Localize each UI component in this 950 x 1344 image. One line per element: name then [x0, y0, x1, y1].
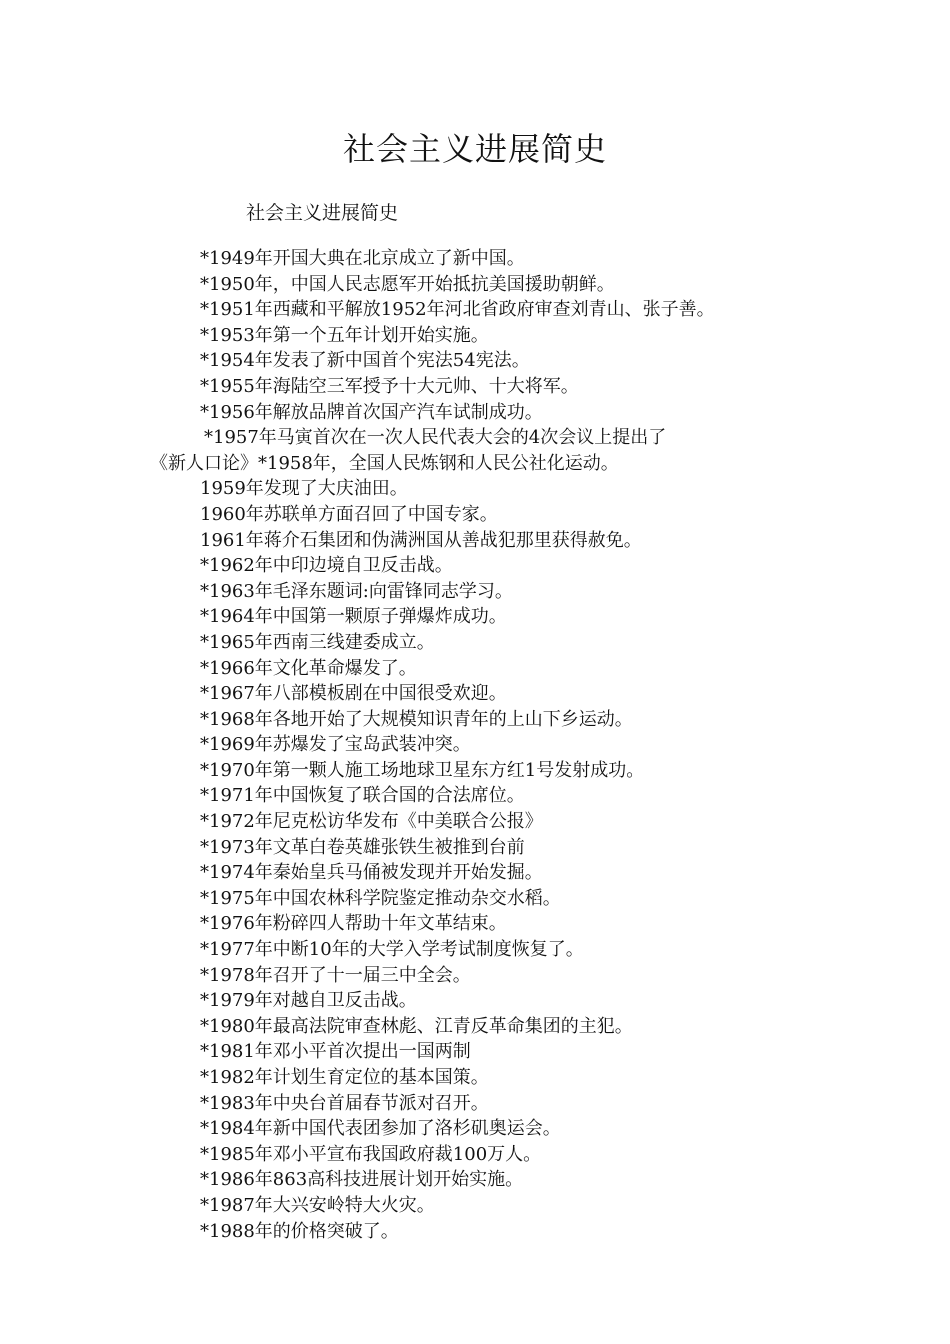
timeline-entry: *1971年中国恢复了联合国的合法席位。	[200, 785, 525, 807]
timeline-entry: *1957年马寅首次在一次人民代表大会的4次会议上提出了	[204, 427, 667, 449]
timeline-entry: *1970年第一颗人施工场地球卫星东方红1号发射成功。	[200, 759, 645, 781]
timeline-entry: *1951年西藏和平解放1952年河北省政府审查刘青山、张子善。	[200, 299, 715, 321]
timeline-entry: *1985年邓小平宣布我国政府裁100万人。	[200, 1143, 542, 1165]
timeline-entry: *1982年计划生育定位的基本国策。	[200, 1067, 489, 1088]
timeline-entry: *1987年大兴安岭特大火灾。	[200, 1194, 435, 1216]
timeline-entry: *1965年西南三线建委成立。	[200, 631, 435, 653]
timeline-entry: 1961年蒋介石集团和伪满洲国从善战犯那里获得赦免。	[200, 529, 642, 551]
timeline-entry: *1955年海陆空三军授予十大元帅、十大将军。	[200, 375, 579, 397]
timeline-entry: *1977年中断10年的大学入学考试制度恢复了。	[200, 939, 584, 961]
timeline-list	[150, 246, 830, 1244]
timeline-entry: 1960年苏联单方面召回了中国专家。	[200, 503, 498, 525]
timeline-entry: *1974年秦始皇兵马俑被发现并开始发掘。	[200, 862, 543, 884]
timeline-entry: *1972年尼克松访华发布《中美联合公报》	[200, 811, 543, 833]
timeline-entry: *1975年中国农林科学院鉴定推动杂交水稻。	[200, 887, 561, 909]
timeline-entry: 1959年发现了大庆油田。	[200, 478, 408, 500]
timeline-entry: *1979年对越自卫反击战。	[200, 990, 417, 1012]
timeline-entry: *1981年邓小平首次提出一国两制	[200, 1041, 471, 1063]
timeline-entry: *1968年各地开始了大规模知识青年的上山下乡运动。	[200, 708, 633, 730]
document-title: 社会主义进展简史	[342, 130, 607, 168]
timeline-entry: *1963年毛泽东题词:向雷锋同志学习。	[200, 580, 513, 602]
timeline-entry: *1969年苏爆发了宝岛武装冲突。	[200, 734, 471, 756]
timeline-entry: *1956年解放品牌首次国产汽车试制成功。	[200, 401, 543, 423]
timeline-entry: *1980年最高法院审查林彪、江青反革命集团的主犯。	[200, 1015, 633, 1037]
timeline-entry: *1967年八部模板剧在中国很受欢迎。	[200, 683, 507, 705]
timeline-entry: *1973年文革白卷英雄张铁生被推到台前	[200, 836, 525, 858]
timeline-entry: *1983年中央台首届春节派对召开。	[200, 1092, 489, 1114]
timeline-entry: *1953年第一个五年计划开始实施。	[200, 324, 489, 346]
timeline-entry: *1978年召开了十一届三中全会。	[200, 964, 471, 986]
timeline-entry: *1949年开国大典在北京成立了新中国。	[200, 248, 525, 269]
timeline-entry: *1950年，中国人民志愿军开始抵抗美国援助朝鲜。	[200, 273, 615, 295]
timeline-entry: *1966年文化革命爆发了。	[200, 657, 417, 679]
timeline-entry: *1954年发表了新中国首个宪法54宪法。	[200, 350, 530, 372]
timeline-entry: *1988年的价格突破了。	[200, 1220, 399, 1242]
timeline-entry: 《新人口论》*1958年，全国人民炼钢和人民公社化运动。	[150, 452, 619, 474]
timeline-entry: *1986年863高科技进展计划开始实施。	[200, 1169, 524, 1191]
document-subtitle: 社会主义进展简史	[246, 202, 399, 224]
timeline-entry: *1962年中印边境自卫反击战。	[200, 555, 453, 577]
timeline-entry: *1984年新中国代表团参加了洛杉矶奥运会。	[200, 1118, 561, 1140]
timeline-entry: *1976年粉碎四人帮助十年文革结束。	[200, 913, 507, 935]
timeline-entry: *1964年中国第一颗原子弹爆炸成功。	[200, 606, 507, 628]
